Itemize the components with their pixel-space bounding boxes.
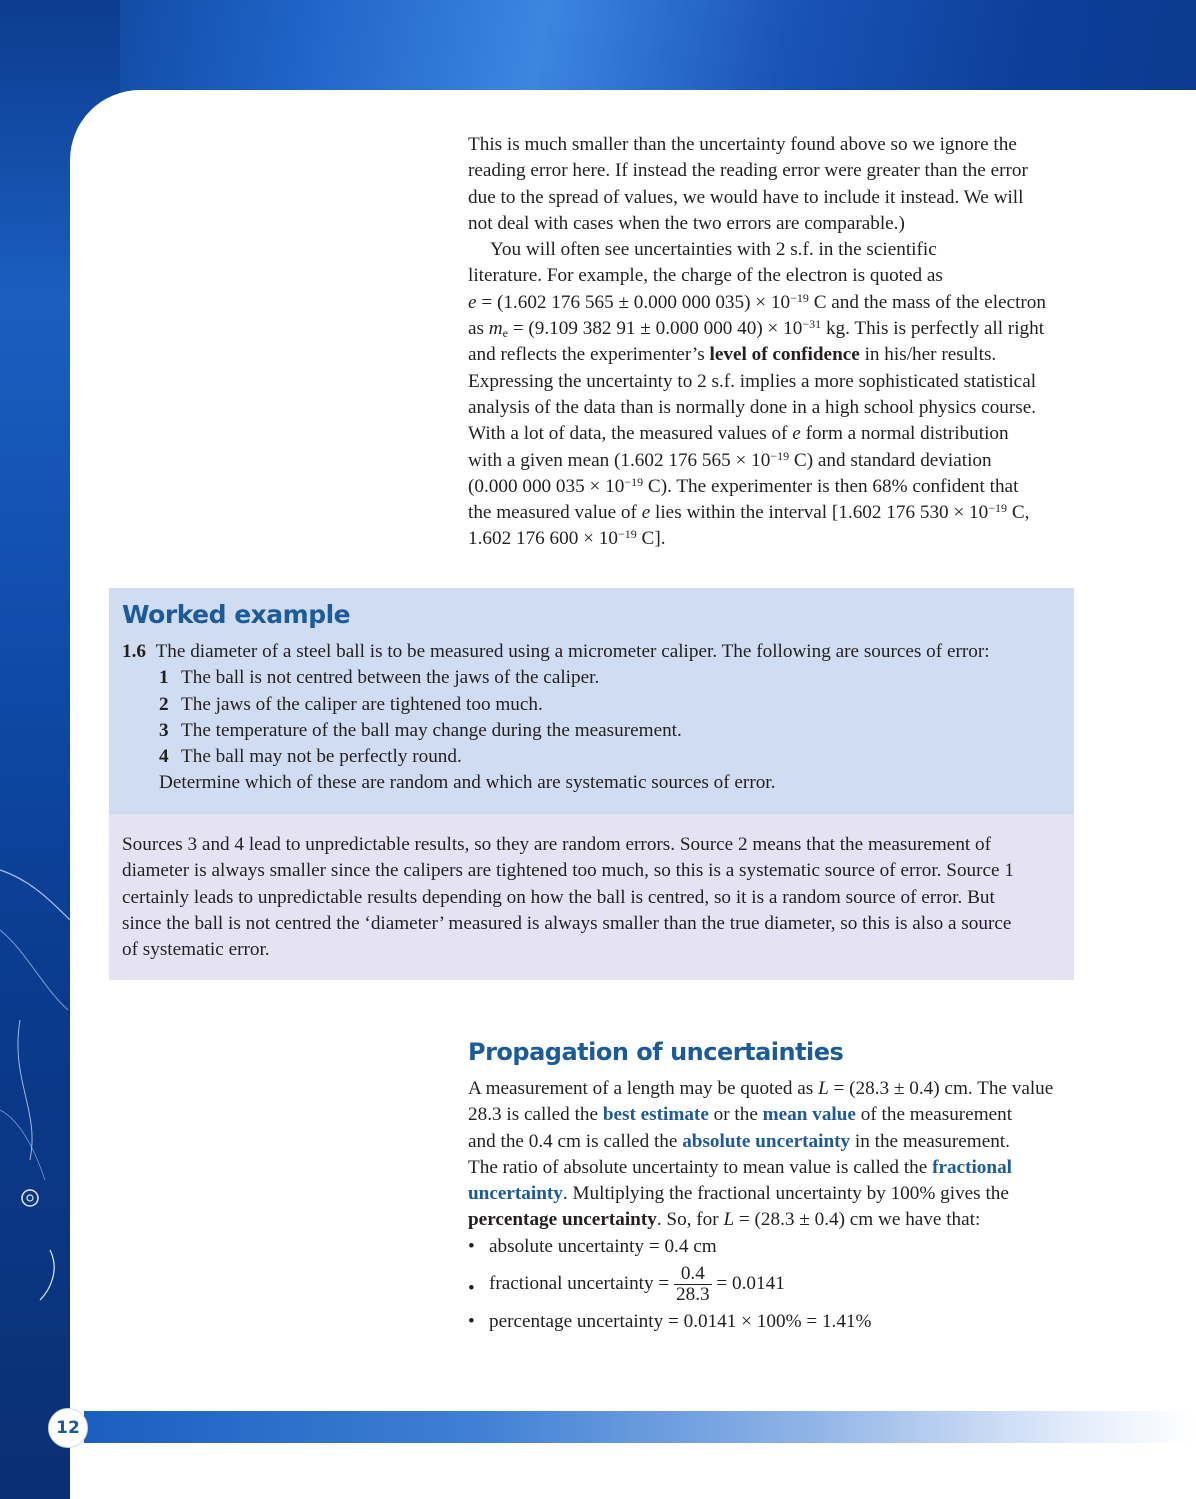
text-line: not deal with cases when the two errors are comparable.)	[468, 212, 905, 234]
key-term-level-of-confidence: level of confidence	[709, 344, 860, 366]
footer-bar	[84, 1411, 1196, 1443]
text-fragment: form a normal distribution	[800, 423, 1009, 445]
key-term-fractional-uncertainty: fractional	[932, 1156, 1012, 1178]
text-fragment: in his/her results.	[859, 344, 997, 366]
intro-paragraph-2	[468, 237, 1078, 553]
subscript: e	[502, 326, 508, 341]
exponent: −19	[790, 290, 809, 305]
item-number: 2	[159, 693, 169, 715]
propagation-paragraph	[468, 1076, 1078, 1234]
text-fragment: = (28.3 ± 0.4) cm. The value	[828, 1078, 1054, 1099]
text-line: literature. For example, the charge of the electron is quoted as	[468, 265, 943, 287]
text-line: kg. This is perfectly all right	[821, 318, 1045, 340]
key-term-fractional-uncertainty: uncertainty	[468, 1183, 563, 1205]
list-item	[468, 1234, 1078, 1260]
exponent: −19	[770, 448, 790, 463]
text-fragment: and the 0.4 cm is called the	[468, 1130, 683, 1152]
item-text: The ball is not centred between the jaws of the caliper.	[181, 667, 600, 689]
text-line: analysis of the data than is normally done in a high school physics course.	[468, 396, 1037, 418]
text-line: Sources 3 and 4 lead to unpredictable results, so they are random errors. Source 2 means that the measurement of	[122, 834, 992, 855]
question-number: 1.6	[122, 641, 146, 662]
exponent: −19	[624, 474, 644, 489]
exponent: −19	[988, 501, 1008, 516]
worked-example-answer-box	[109, 814, 1074, 980]
text-line: C and the mass of the electron	[808, 291, 1046, 313]
error-source-item	[122, 718, 1062, 744]
list-item	[468, 1264, 1078, 1305]
text-fragment: C].	[636, 528, 666, 550]
text-line: You will often see uncertainties with 2 s.f. in the scientific	[490, 239, 937, 261]
error-source-item	[122, 665, 1062, 691]
electron-charge-value: = (1.602 176 565 ± 0.000 000 035) × 10	[476, 291, 791, 313]
text-line: diameter is always smaller since the calipers are tightened too much, so this is a systematic source of error. Source 1	[122, 860, 1014, 882]
text-line: of systematic error.	[122, 939, 270, 961]
text-fragment: . Multiplying the fractional uncertainty by 100% gives the	[562, 1183, 1009, 1205]
item-text: The jaws of the caliper are tightened too much.	[181, 693, 543, 715]
text-fragment: A measurement of a length may be quoted as	[468, 1078, 819, 1099]
worked-example-box	[109, 588, 1074, 814]
key-term-best-estimate: best estimate	[602, 1104, 709, 1126]
bullet-icon: •	[468, 1235, 475, 1257]
list-item	[468, 1309, 1078, 1335]
error-source-item	[122, 744, 1062, 770]
text-fragment: of the measurement	[855, 1104, 1013, 1126]
exponent: −31	[802, 317, 822, 332]
item-text: The ball may not be perfectly round.	[181, 746, 462, 768]
text-line: due to the spread of values, we would have to include it instead. We will	[468, 186, 1024, 208]
text-fragment: = (28.3 ± 0.4) cm we have that:	[734, 1209, 981, 1231]
text-fragment: . So, for	[656, 1209, 724, 1231]
text-fragment: (0.000 000 035 × 10	[468, 475, 625, 497]
item-number: 3	[159, 719, 169, 741]
item-number: 4	[159, 746, 169, 768]
propagation-column	[468, 1076, 1078, 1335]
exponent: −19	[617, 527, 637, 542]
symbol: L	[723, 1209, 735, 1231]
question-text: The diameter of a steel ball is to be measured using a micrometer caliper. The following are sources of error:	[155, 641, 990, 662]
fraction-denominator: 28.3	[676, 1284, 710, 1306]
text-fragment: C,	[1007, 502, 1030, 524]
item-text: fractional uncertainty =	[489, 1272, 675, 1294]
symbol: L	[818, 1078, 829, 1099]
text-fragment: and reflects the experimenter’s	[468, 344, 710, 366]
answer-text	[122, 832, 1067, 963]
intro-column	[468, 132, 1078, 553]
uncertainty-list	[468, 1234, 1078, 1336]
electron-charge-symbol: e	[468, 291, 477, 313]
electron-mass-symbol: m	[488, 318, 503, 340]
worked-example-title: Worked example	[122, 600, 351, 629]
item-text: percentage uncertainty = 0.0141 × 100% = 1.41%	[489, 1311, 872, 1333]
question-line	[122, 639, 1062, 665]
fraction-numerator: 0.4	[674, 1264, 712, 1285]
text-line: Expressing the uncertainty to 2 s.f. implies a more sophisticated statistical	[468, 370, 1037, 392]
bullet-icon: •	[468, 1278, 475, 1300]
electron-mass-value: = (9.109 382 91 ± 0.000 000 40) × 10	[507, 318, 803, 340]
section-heading: Propagation of uncertainties	[468, 1038, 844, 1066]
text-line: since the ball is not centred the ‘diameter’ measured is always smaller than the true diameter, so this is also a source	[122, 912, 1012, 934]
item-text: = 0.0141	[711, 1272, 785, 1294]
text-fragment: The ratio of absolute uncertainty to mean value is called the	[468, 1156, 933, 1178]
text-fragment: C) and standard deviation	[789, 449, 992, 471]
page-number: 12	[48, 1408, 88, 1448]
fraction	[674, 1264, 712, 1305]
text-fragment: as	[468, 318, 489, 340]
item-text: absolute uncertainty = 0.4 cm	[489, 1235, 717, 1257]
question-instruction: Determine which of these are random and which are systematic sources of error.	[159, 772, 776, 794]
text-fragment: C). The experimenter is then 68% confident that	[643, 475, 1019, 497]
key-term-absolute-uncertainty: absolute uncertainty	[682, 1130, 851, 1152]
text-line: certainly leads to unpredictable results depending on how the ball is centred, so it is a random source of error. But	[122, 886, 995, 908]
symbol: e	[641, 502, 651, 524]
item-number: 1	[159, 667, 169, 689]
worked-example-question	[122, 639, 1062, 797]
item-text: The temperature of the ball may change during the measurement.	[181, 719, 682, 741]
text-fragment: 1.602 176 600 × 10	[468, 528, 618, 550]
text-fragment: 28.3 is called the	[468, 1104, 603, 1126]
symbol: e	[792, 423, 801, 445]
text-line: reading error here. If instead the reading error were greater than the error	[468, 160, 1028, 182]
text-line: This is much smaller than the uncertainty found above so we ignore the	[468, 134, 1017, 155]
text-fragment: lies within the interval [1.602 176 530 × 10	[650, 502, 989, 524]
bullet-icon: •	[468, 1311, 475, 1333]
text-fragment: With a lot of data, the measured values of	[468, 423, 793, 445]
key-term-percentage-uncertainty: percentage uncertainty	[468, 1209, 657, 1231]
text-fragment: in the measurement.	[850, 1130, 1010, 1152]
key-term-mean-value: mean value	[762, 1104, 856, 1126]
intro-paragraph-1	[468, 132, 1078, 237]
text-fragment: with a given mean (1.602 176 565 × 10	[468, 449, 771, 471]
error-source-item	[122, 692, 1062, 718]
text-fragment: or the	[708, 1104, 763, 1126]
text-fragment: the measured value of	[468, 502, 642, 524]
decorative-swirls	[0, 780, 70, 1340]
